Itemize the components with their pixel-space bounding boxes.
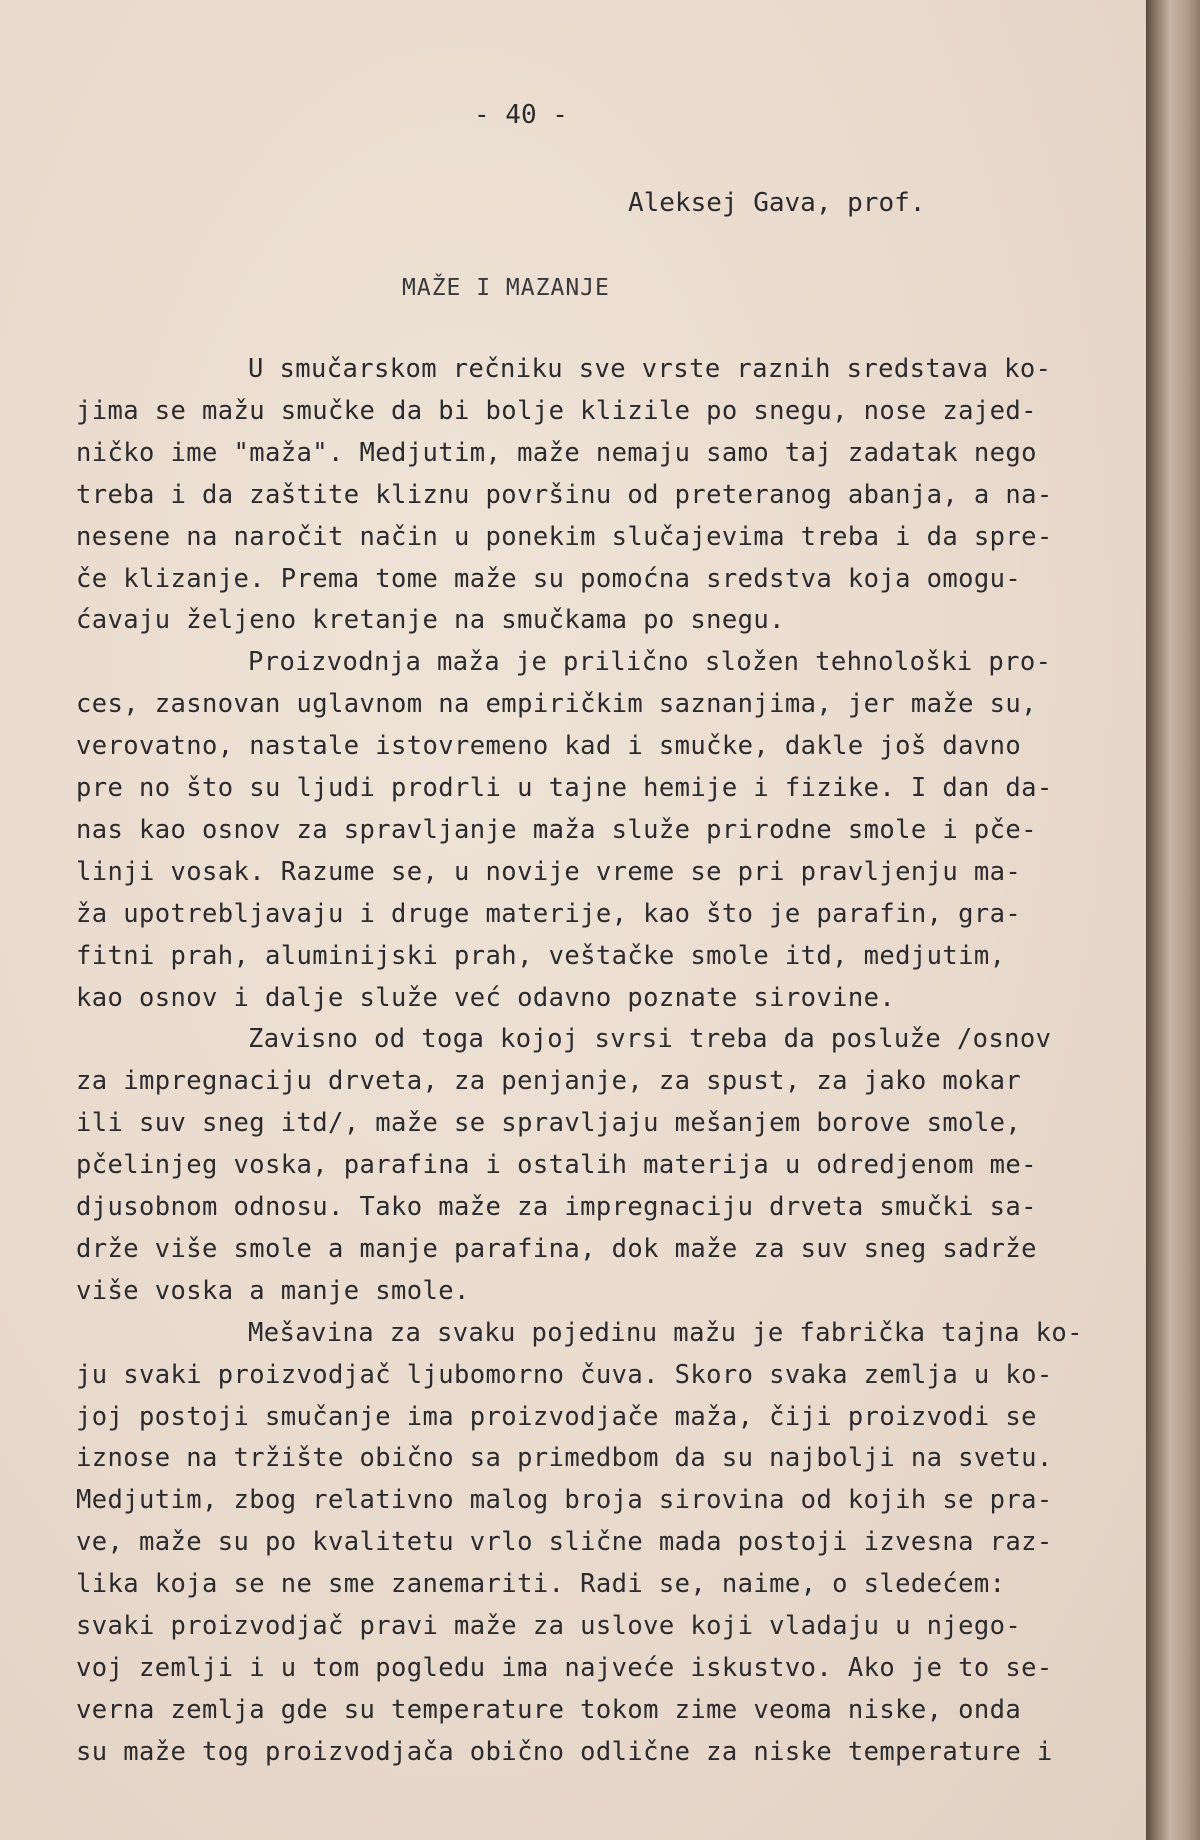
text-line: U smučarskom rečniku sve vrste raznih sredstava ko- <box>248 354 1052 384</box>
text-line: Zavisno od toga kojoj svrsi treba da posluže /osnov <box>248 1024 1052 1054</box>
text-line: voj zemlji i u tom pogledu ima najveće iskustvo. Ako je to se- <box>76 1653 1053 1683</box>
document-title: MAŽE I MAZANJE <box>402 275 610 301</box>
text-line: verna zemlja gde su temperature tokom zime veoma niske, onda <box>76 1695 1022 1725</box>
text-line: treba i da zaštite kliznu površinu od preteranog abanja, a na- <box>76 480 1053 510</box>
text-line: nas kao osnov za spravljanje maža služe prirodne smole i pče- <box>76 815 1037 845</box>
text-line: jima se mažu smučke da bi bolje klizile po snegu, nose zajed- <box>76 396 1037 426</box>
text-line: lika koja se ne sme zanemariti. Radi se, naime, o sledećem: <box>76 1569 1006 1599</box>
text-line: ničko ime "maža". Medjutim, maže nemaju samo taj zadatak nego <box>76 438 1037 468</box>
text-line: djusobnom odnosu. Tako maže za impregnaciju drveta smučki sa- <box>76 1192 1037 1222</box>
text-line: ža upotrebljavaju i druge materije, kao što je parafin, gra- <box>76 899 1022 929</box>
text-line: pre no što su ljudi prodrli u tajne hemije i fizike. I dan da- <box>76 773 1053 803</box>
text-line: fitni prah, aluminijski prah, veštačke smole itd, medjutim, <box>76 941 1006 971</box>
text-line: su maže tog proizvodjača obično odlične za niske temperature i <box>76 1737 1053 1767</box>
text-line: za impregnaciju drveta, za penjanje, za spust, za jako mokar <box>76 1066 1022 1096</box>
page-number: - 40 - <box>474 100 568 130</box>
text-line: nesene na naročit način u ponekim slučajevima treba i da spre- <box>76 522 1053 552</box>
text-line: ćavaju željeno kretanje na smučkama po snegu. <box>76 605 785 635</box>
text-line: ces, zasnovan uglavnom na empiričkim saznanjima, jer maže su, <box>76 689 1037 719</box>
text-line: če klizanje. Prema tome maže su pomoćna sredstva koja omogu- <box>76 564 1022 594</box>
text-line: ve, maže su po kvalitetu vrlo slične mada postoji izvesna raz- <box>76 1527 1053 1557</box>
text-line: joj postoji smučanje ima proizvodjače maža, čiji proizvodi se <box>76 1402 1037 1432</box>
text-line: linji vosak. Razume se, u novije vreme se pri pravljenju ma- <box>76 857 1022 887</box>
text-line: kao osnov i dalje služe već odavno poznate sirovine. <box>76 983 896 1013</box>
text-line: Proizvodnja maža je prilično složen tehnološki pro- <box>248 647 1052 677</box>
text-line: Medjutim, zbog relativno malog broja sirovina od kojih se pra- <box>76 1485 1053 1515</box>
text-line: pčelinjeg voska, parafina i ostalih materija u odredjenom me- <box>76 1150 1037 1180</box>
text-line: svaki proizvodjač pravi maže za uslove koji vladaju u njego- <box>76 1611 1022 1641</box>
text-line: iznose na tržište obično sa primedbom da su najbolji na svetu. <box>76 1443 1053 1473</box>
text-line: verovatno, nastale istovremeno kad i smučke, dakle još davno <box>76 731 1022 761</box>
text-line: ili suv sneg itd/, maže se spravljaju mešanjem borove smole, <box>76 1108 1022 1138</box>
text-line: drže više smole a manje parafina, dok maže za suv sneg sadrže <box>76 1234 1037 1264</box>
book-edge <box>1146 0 1200 1840</box>
text-line: ju svaki proizvodjač ljubomorno čuva. Skoro svaka zemlja u ko- <box>76 1360 1053 1390</box>
author-line: Aleksej Gava, prof. <box>628 188 926 218</box>
text-line: Mešavina za svaku pojedinu mažu je fabrička tajna ko- <box>248 1318 1083 1348</box>
text-line: više voska a manje smole. <box>76 1276 470 1306</box>
